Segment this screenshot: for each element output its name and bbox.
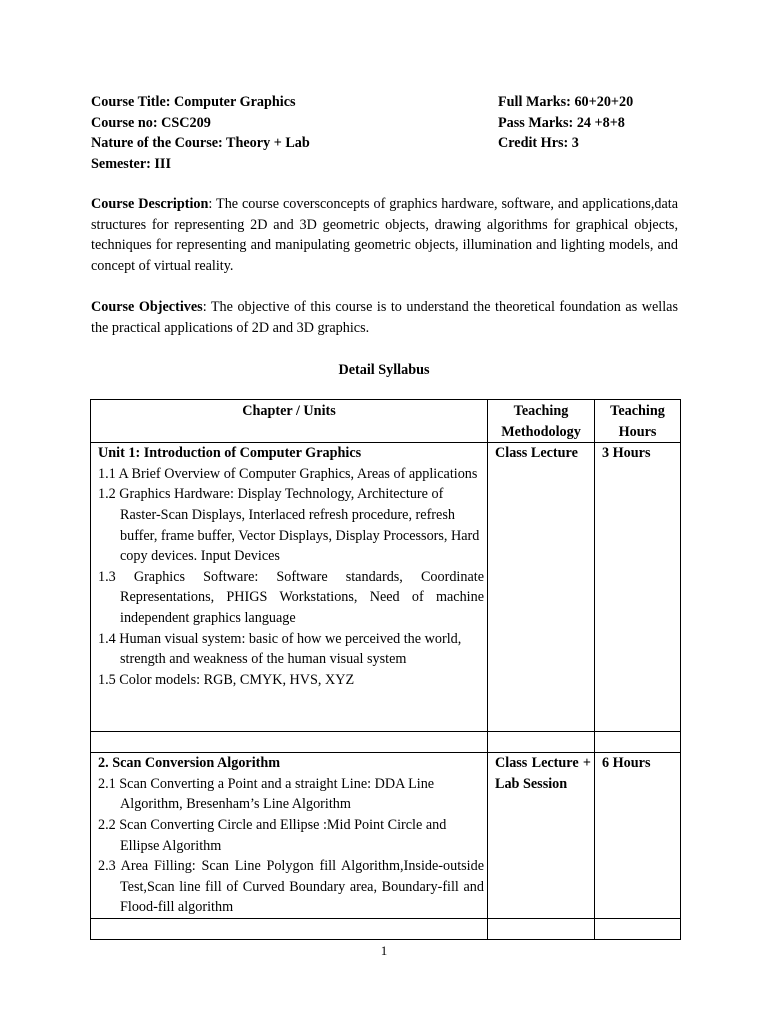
course-title: Course Title: Computer Graphics bbox=[91, 94, 296, 110]
unit-2-methodology: Class Lecture + Lab Session bbox=[488, 753, 595, 919]
full-marks: Full Marks: 60+20+20 bbox=[498, 94, 634, 110]
unit-2-content bbox=[91, 753, 488, 919]
list-item: 1.2 Graphics Hardware: Display Technology, Architecture of Raster-Scan Displays, Interlaced refresh procedure, refresh buffer, frame buffer, Vector Displays, Display Processors, Hard copy devices. Input Devices bbox=[98, 486, 480, 565]
table-row bbox=[91, 443, 681, 732]
list-item: 2.1 Scan Converting a Point and a straight Line: DDA Line Algorithm, Bresenham’s Line Algorithm bbox=[98, 775, 435, 813]
course-description-text: : The course coversconcepts of graphics hardware, software, and applications,data structures for representing 2D and 3D geometric objects, drawing algorithms for graphical objects, techniques for representing and manipulating geometric objects, illumination and lighting models, and concept of virtual reality. bbox=[91, 196, 678, 275]
syllabus-heading: Detail Syllabus bbox=[338, 362, 430, 378]
list-item: 2.3 Area Filling: Scan Line Polygon fill Algorithm,Inside-outside Test,Scan line fill of Curved Boundary area, Boundary-fill and Flood-fill algorithm bbox=[98, 858, 484, 916]
unit-1-methodology: Class Lecture bbox=[488, 443, 595, 732]
course-description-label: Course Description bbox=[91, 196, 209, 212]
unit-1-title: Unit 1: Introduction of Computer Graphics bbox=[98, 445, 362, 462]
course-objectives bbox=[91, 297, 678, 338]
syllabus-table bbox=[90, 399, 681, 940]
list-item: 1.4 Human visual system: basic of how we perceived the world, strength and weakness of the human visual system bbox=[98, 630, 462, 668]
table-header-row bbox=[91, 400, 681, 443]
pass-marks: Pass Marks: 24 +8+8 bbox=[498, 114, 625, 131]
course-info-right bbox=[498, 92, 633, 154]
unit-2-hours: 6 Hours bbox=[595, 753, 681, 919]
header-teaching-methodology: Teaching Methodology bbox=[488, 400, 595, 443]
table-row bbox=[91, 753, 681, 919]
header-teaching-hours: Teaching Hours bbox=[595, 400, 681, 443]
page-number: 1 bbox=[380, 943, 388, 958]
table-spacer-row bbox=[91, 918, 681, 939]
course-info-left bbox=[91, 92, 310, 175]
credit-hours: Credit Hrs: 3 bbox=[498, 135, 579, 152]
unit-2-title: 2. Scan Conversion Algorithm bbox=[98, 755, 281, 772]
list-item: 1.5 Color models: RGB, CMYK, HVS, XYZ bbox=[98, 671, 355, 688]
course-nature: Nature of the Course: Theory + Lab bbox=[91, 135, 310, 152]
course-description bbox=[91, 194, 678, 277]
list-item: 1.3 Graphics Software: Software standards, Coordinate Representations, PHIGS Workstations, Need of machine independent graphics language bbox=[98, 568, 484, 626]
header-chapter-units: Chapter / Units bbox=[91, 400, 488, 443]
table-spacer-row bbox=[91, 732, 681, 753]
course-semester: Semester: III bbox=[91, 156, 171, 173]
list-item: 1.1 A Brief Overview of Computer Graphics, Areas of applications bbox=[98, 465, 478, 482]
unit-1-hours: 3 Hours bbox=[595, 443, 681, 732]
course-number: Course no: CSC209 bbox=[91, 114, 211, 131]
unit-1-content bbox=[91, 443, 488, 732]
list-item: 2.2 Scan Converting Circle and Ellipse :Mid Point Circle and Ellipse Algorithm bbox=[98, 816, 447, 854]
course-objectives-text: : The objective of this course is to understand the theoretical foundation as wellas the practical applications of 2D and 3D graphics. bbox=[91, 299, 678, 336]
course-objectives-label: Course Objectives bbox=[91, 299, 203, 315]
